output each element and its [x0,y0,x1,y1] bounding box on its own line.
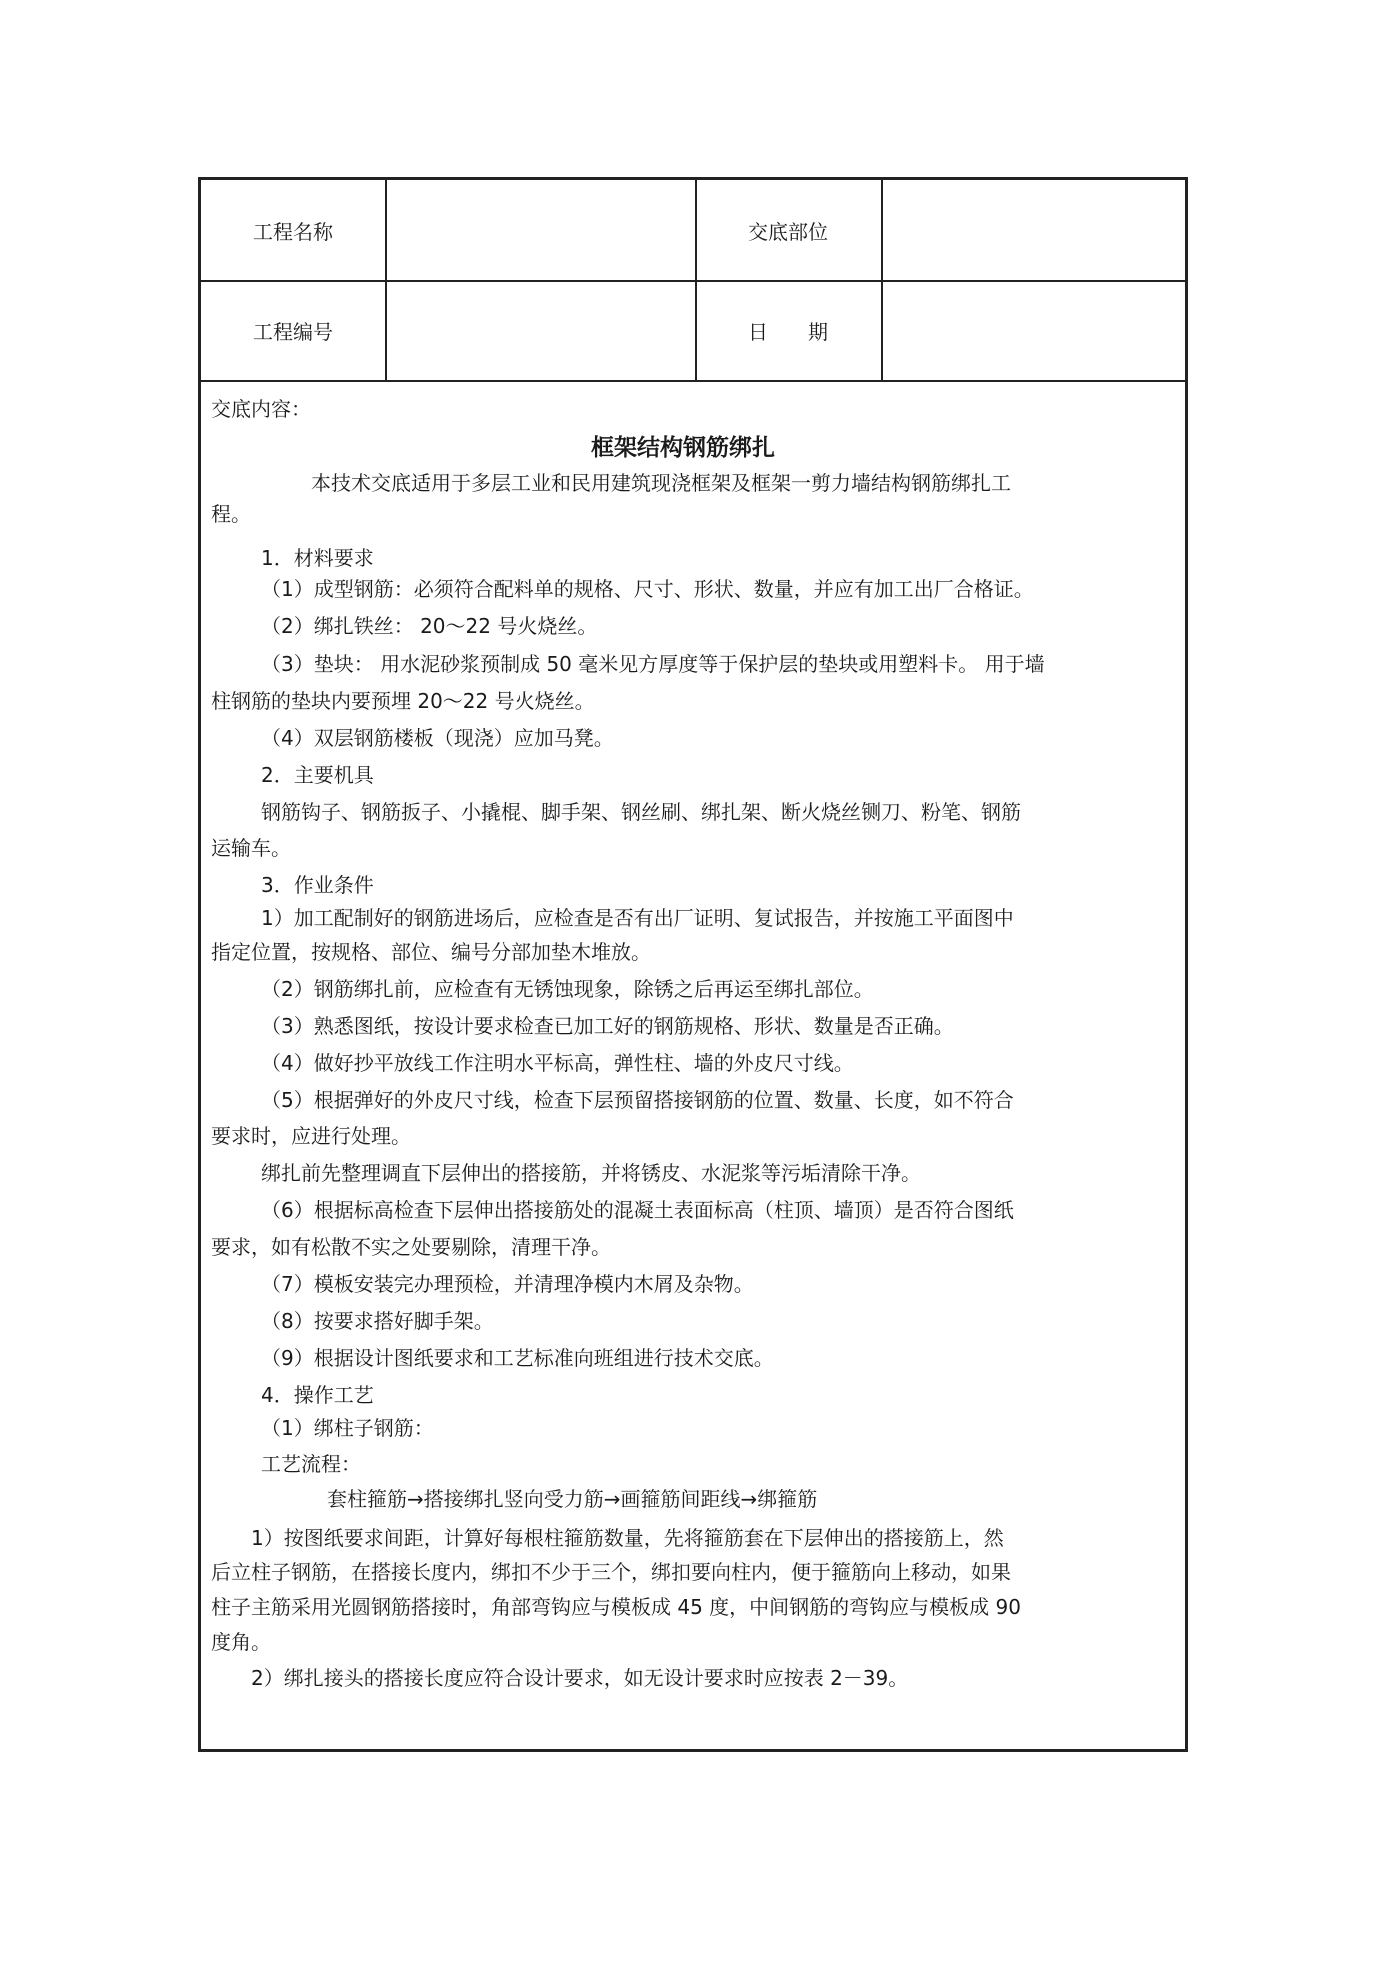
paragraph-line: （9）根据设计图纸要求和工艺标准向班组进行技术交底。 [261,1346,774,1370]
paragraph-line: （1）成型钢筋：必须符合配料单的规格、尺寸、形状、数量，并应有加工出厂合格证。 [261,577,1034,601]
paragraph-line: （7）模板安装完办理预检，并清理净模内木屑及杂物。 [261,1272,754,1296]
date-label: 日期 [748,319,868,344]
disclosure-part-label: 交底部位 [695,180,883,280]
project-no-value[interactable] [385,280,697,380]
header-row-2 [201,280,1185,382]
disclosure-part-value[interactable] [881,180,1185,280]
date-value[interactable] [881,280,1185,380]
document-title: 框架结构钢筋绑扎 [591,435,775,461]
paragraph-line: （6）根据标高检查下层伸出搭接筋处的混凝土表面标高（柱顶、墙顶）是否符合图纸 [261,1198,1014,1222]
paragraph-line: 柱子主筋采用光圆钢筋搭接时，角部弯钩应与模板成 45 度，中间钢筋的弯钩应与模板成 90 [211,1595,1021,1619]
paragraph-line: （2）钢筋绑扎前，应检查有无锈蚀现象，除锈之后再运至绑扎部位。 [261,977,874,1001]
paragraph-line: 要求时，应进行处理。 [211,1124,411,1148]
section-heading: 4．操作工艺 [261,1383,374,1407]
project-name-label: 工程名称 [201,180,387,280]
content-label: 交底内容： [211,397,311,421]
header-row-1 [201,180,1185,282]
paragraph-line: （8）按要求搭好脚手架。 [261,1309,494,1333]
paragraph-line: （3）垫块： 用水泥砂浆预制成 50 毫米见方厚度等于保护层的垫块或用塑料卡。 用于墙 [261,652,1045,676]
paragraph-line: （2）绑扎铁丝： 20～22 号火烧丝。 [261,614,598,638]
paragraph-line: 柱钢筋的垫块内要预埋 20～22 号火烧丝。 [211,689,595,713]
paragraph-line: 绑扎前先整理调直下层伸出的搭接筋，并将锈皮、水泥浆等污垢清除干净。 [261,1161,921,1185]
section-heading: 2．主要机具 [261,763,374,787]
paragraph-line: （5）根据弹好的外皮尺寸线，检查下层预留搭接钢筋的位置、数量、长度，如不符合 [261,1088,1014,1112]
paragraph-line: 2）绑扎接头的搭接长度应符合设计要求，如无设计要求时应按表 2－39。 [251,1666,909,1690]
section-heading: 3．作业条件 [261,873,374,897]
project-no-label: 工程编号 [201,280,387,380]
paragraph-line: 要求，如有松散不实之处要剔除，清理干净。 [211,1235,611,1259]
process-flow: 套柱箍筋→搭接绑扎竖向受力筋→画箍筋间距线→绑箍筋 [327,1487,818,1511]
paragraph-line: （1）绑柱子钢筋： [261,1416,434,1440]
paragraph-line: 工艺流程： [261,1452,361,1476]
section-heading: 1．材料要求 [261,546,374,570]
paragraph-line: （4）做好抄平放线工作注明水平标高，弹性柱、墙的外皮尺寸线。 [261,1051,854,1075]
paragraph-line: 指定位置，按规格、部位、编号分部加垫木堆放。 [211,940,651,964]
project-name-value[interactable] [385,180,697,280]
paragraph-line: 程。 [211,502,251,526]
paragraph-line: 运输车。 [211,836,291,860]
paragraph-line: 本技术交底适用于多层工业和民用建筑现浇框架及框架一剪力墙结构钢筋绑扎工 [311,471,1011,495]
date-label-cell [695,280,883,380]
paragraph-line: （3）熟悉图纸，按设计要求检查已加工好的钢筋规格、形状、数量是否正确。 [261,1014,954,1038]
paragraph-line: 1）按图纸要求间距，计算好每根柱箍筋数量，先将箍筋套在下层伸出的搭接筋上，然 [251,1526,1004,1550]
paragraph-line: （4）双层钢筋楼板（现浇）应加马凳。 [261,726,614,750]
paragraph-line: 1）加工配制好的钢筋进场后，应检查是否有出厂证明、复试报告，并按施工平面图中 [261,906,1014,930]
paragraph-line: 钢筋钩子、钢筋扳子、小撬棍、脚手架、钢丝刷、绑扎架、断火烧丝铡刀、粉笔、钢筋 [261,800,1021,824]
paragraph-line: 后立柱子钢筋，在搭接长度内，绑扣不少于三个，绑扣要向柱内，便于箍筋向上移动，如果 [211,1560,1011,1584]
disclosure-form [198,177,1188,1752]
paragraph-line: 度角。 [211,1630,271,1654]
